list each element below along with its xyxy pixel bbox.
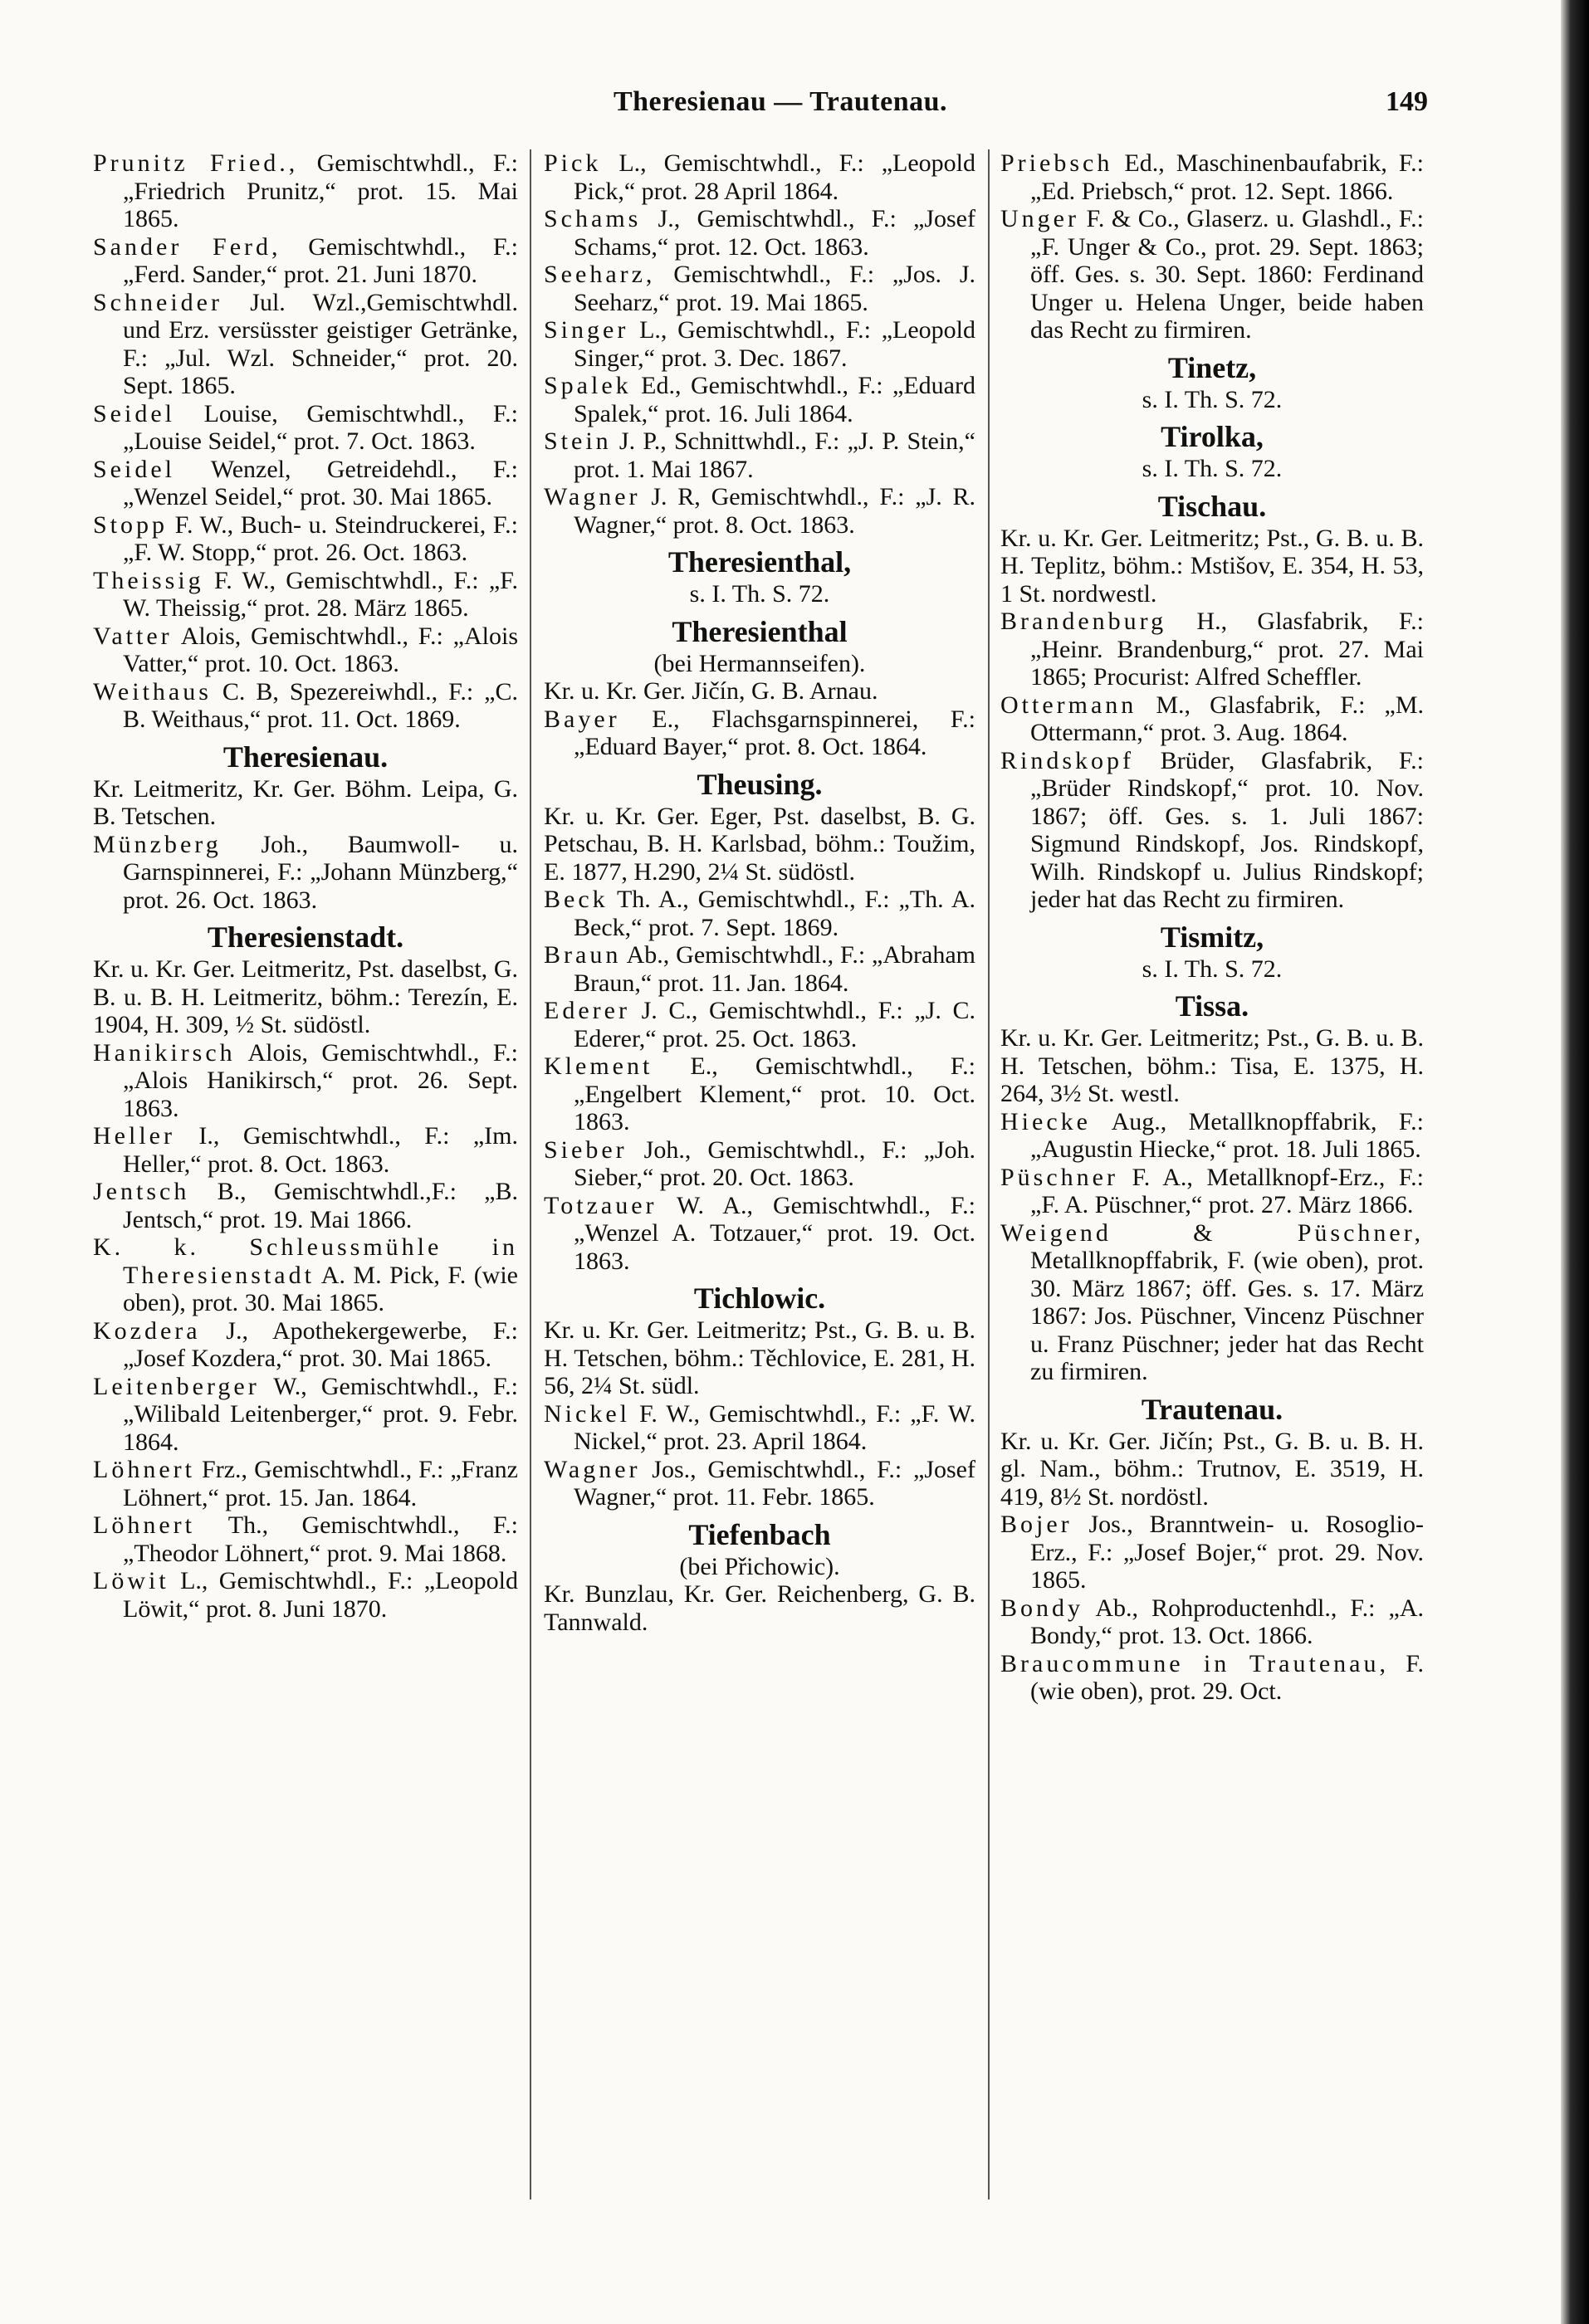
entry-name: Klement xyxy=(544,1052,653,1080)
entry-text: J. R, Gemischtwhdl., F.: „J. R. Wagner,“ prot. 8. Oct. 1863. xyxy=(574,483,975,539)
entry-text: Th., Gemischtwhdl., F.: „Theodor Löhnert,“ prot. 9. Mai 1868. xyxy=(123,1511,518,1567)
header-title: Theresienau — Trautenau. xyxy=(613,86,948,117)
entry-text: I., Gemischtwhdl., F.: „Im. Heller,“ prot. 8. Oct. 1863. xyxy=(123,1122,518,1178)
place-heading: Tischau. xyxy=(1157,489,1267,523)
entry-text: J. C., Gemischtwhdl., F.: „J. C. Ederer,“ prot. 25. Oct. 1863. xyxy=(574,997,975,1052)
entry xyxy=(1000,608,1424,691)
column-2 xyxy=(544,149,975,1636)
place-description: Kr. u. Kr. Ger. Leitmeritz; Pst., G. B. u. B. H. Tetschen, böhm.: Tisa, E. 1375, H. 264, 3½ St. westl. xyxy=(1000,1024,1424,1107)
entry xyxy=(93,456,518,511)
entry xyxy=(93,233,518,289)
entry-name: Wagner xyxy=(544,483,641,510)
entry-name: Pick xyxy=(544,149,602,177)
entry-name: Seeharz, xyxy=(544,261,656,288)
place-heading: Theresienthal xyxy=(672,614,848,648)
entry-text: Jos., Branntwein- u. Rosoglio-Erz., F.: „Josef Bojer,“ prot. 29. Nov. 1865. xyxy=(1030,1511,1424,1594)
entry xyxy=(544,483,975,539)
entry-name: Totzauer xyxy=(544,1191,658,1219)
entry-text: Alois, Gemischtwhdl., F.: „Alois Hanikirsch,“ prot. 26. Sept. 1863. xyxy=(123,1038,518,1122)
entry-text: Frz., Gemischtwhdl., F.: „Franz Löhnert,“ prot. 15. Jan. 1864. xyxy=(123,1456,518,1511)
column-1 xyxy=(93,149,518,1623)
entry-name: Löhnert xyxy=(93,1511,195,1539)
entry-text: F. A., Metallknopf-Erz., F.: „F. A. Püschner,“ prot. 27. März 1866. xyxy=(1030,1163,1424,1218)
place-heading: Tissa. xyxy=(1175,989,1249,1023)
entry-text: B., Gemischtwhdl.,F.: „B. Jentsch,“ prot. 19. Mai 1866. xyxy=(123,1178,518,1233)
entry-text: F. & Co., Glaserz. u. Glashdl., F.: „F. Unger & Co., prot. 29. Sept. 1863; öff. Ges. s. 30. Sept. 1860: Ferdinand Unger u. Helena Unger, beide haben das Recht zu firmiren. xyxy=(1030,205,1424,344)
entry xyxy=(93,400,518,456)
entry xyxy=(544,427,975,483)
entry-text: F. W., Gemischtwhdl., F.: „F. W. Theissig,“ prot. 28. März 1865. xyxy=(123,566,518,622)
entry-name: Nickel xyxy=(544,1399,630,1428)
entry-text: Jos., Gemischtwhdl., F.: „Josef Wagner,“ prot. 11. Febr. 1865. xyxy=(574,1455,975,1511)
entry xyxy=(93,1456,518,1511)
entry-text: Th. A., Gemischtwhdl., F.: „Th. A. Beck,“ prot. 7. Sept. 1869. xyxy=(574,886,975,941)
entry-name: Kozdera xyxy=(93,1316,201,1345)
entry-name: Püschner xyxy=(1000,1163,1118,1191)
entry xyxy=(544,1136,975,1192)
entry xyxy=(1000,1594,1424,1650)
entry-text: C. B, Spezereiwhdl., F.: „C. B. Weithaus,“ prot. 11. Oct. 1869. xyxy=(123,677,518,733)
entry-name: Bayer xyxy=(544,705,620,733)
place-description: Kr. u. Kr. Ger. Jičín; Pst., G. B. u. B. H. gl. Nam., böhm.: Trutnov, E. 3519, H. 419, 8½ St. nordöstl. xyxy=(1000,1427,1424,1511)
entry xyxy=(93,678,518,734)
entry xyxy=(93,1039,518,1123)
entry-text: F. W., Buch- u. Steindruckerei, F.: „F. W. Stopp,“ prot. 26. Oct. 1863. xyxy=(123,510,518,566)
entry xyxy=(544,205,975,261)
entry xyxy=(544,706,975,761)
entry-text: Brüder, Glasfabrik, F.: „Brüder Rindskopf,“ prot. 10. Nov. 1867; öff. Ges. s. 1. Juli 1867: Sigmund Rindskopf, Jos. Rindskopf, Wilh. Rindskopf u. Julius Rindskopf; jeder hat das Recht zu firmiren. xyxy=(1030,746,1424,913)
place-heading: Trautenau. xyxy=(1141,1392,1283,1426)
entry-name: Hanikirsch xyxy=(93,1038,236,1067)
entry-text: F. W., Gemischtwhdl., F.: „F. W. Nickel,“ prot. 23. April 1864. xyxy=(574,1399,975,1455)
entry-name: Priebsch xyxy=(1000,149,1113,177)
entry xyxy=(93,622,518,678)
place-description: s. I. Th. S. 72. xyxy=(1142,954,1283,983)
entry-name: Brandenburg xyxy=(1000,608,1167,635)
entry-name: Braucommune in Trautenau, xyxy=(1000,1649,1389,1677)
entry-name: Hiecke xyxy=(1000,1107,1091,1135)
entry-name: Löwit xyxy=(93,1567,169,1594)
entry xyxy=(544,1052,975,1136)
entry-text: Joh., Gemischtwhdl., F.: „Joh. Sieber,“ prot. 20. Oct. 1863. xyxy=(574,1135,975,1191)
entry-text: L., Gemischtwhdl., F.: „Leopold Singer,“ prot. 3. Dec. 1867. xyxy=(574,316,975,372)
place-heading: Tirolka, xyxy=(1161,420,1264,453)
entry-name: Heller xyxy=(93,1122,175,1150)
entry-text: Metallknopffabrik, F. (wie oben), prot. 30. März 1867; öff. Ges. s. 17. März 1867: Jos. Püschner, Vincenz Püschner u. Franz Püschner; jeder hat das Recht zu firmiren. xyxy=(1030,1247,1424,1385)
entry-text: J., Gemischtwhdl., F.: „Josef Schams,“ prot. 12. Oct. 1863. xyxy=(574,205,975,261)
entry xyxy=(93,1317,518,1373)
entry-name: Theissig xyxy=(93,566,204,594)
entry-text: H., Glasfabrik, F.: „Heinr. Brandenburg,“ prot. 27. Mai 1865; Procurist: Alfred Scheffler. xyxy=(1030,608,1424,691)
entry-name: Prunitz Fried., xyxy=(93,149,299,177)
entry-name: Singer xyxy=(544,316,629,344)
entry-text: E., Flachsgarnspinnerei, F.: „Eduard Bayer,“ prot. 8. Oct. 1864. xyxy=(574,705,975,760)
place-heading: Theusing. xyxy=(697,767,823,801)
entry-text: J., Apothekergewerbe, F.: „Josef Kozdera,“ prot. 30. Mai 1865. xyxy=(123,1316,518,1372)
entry xyxy=(544,261,975,316)
entry-name: Seidel xyxy=(93,399,175,427)
entry-text: Alois, Gemischtwhdl., F.: „Alois Vatter,“ prot. 10. Oct. 1863. xyxy=(123,622,518,677)
place-heading: Tiefenbach xyxy=(688,1517,831,1551)
place-description: Kr. Leitmeritz, Kr. Ger. Böhm. Leipa, G. B. Tetschen. xyxy=(93,774,518,830)
entry-name: Beck xyxy=(544,886,609,913)
entry xyxy=(544,1400,975,1456)
page-number: 149 xyxy=(1386,86,1428,117)
entry xyxy=(93,149,518,233)
place-heading: Tismitz, xyxy=(1160,920,1264,954)
entry xyxy=(544,149,975,205)
entry-text: W., Gemischtwhdl., F.: „Wilibald Leitenberger,“ prot. 9. Febr. 1864. xyxy=(123,1372,518,1456)
entry-name: K. k. Schleussmühle in Theresienstadt xyxy=(93,1233,518,1289)
entry-text: Wenzel, Getreidehdl., F.: „Wenzel Seidel,“ prot. 30. Mai 1865. xyxy=(123,455,518,510)
entry xyxy=(1000,1650,1424,1706)
column-rule xyxy=(530,149,531,2200)
entry-name: Schneider xyxy=(93,288,222,316)
page-edge-shadow xyxy=(1561,0,1589,2324)
column-3 xyxy=(1000,149,1424,1706)
entry-name: Seidel xyxy=(93,455,175,483)
entry-name: Münzberg xyxy=(93,830,222,858)
entry-text: Ed., Gemischtwhdl., F.: „Eduard Spalek,“ prot. 16. Juli 1864. xyxy=(574,372,975,427)
entry xyxy=(544,1192,975,1276)
place-subtitle: (bei Hermannseifen). xyxy=(653,649,866,677)
entry-text: J. P., Schnittwhdl., F.: „J. P. Stein,“ prot. 1. Mai 1867. xyxy=(574,427,975,483)
entry-text: L., Gemischtwhdl., F.: „Leopold Löwit,“ prot. 8. Juni 1870. xyxy=(123,1567,518,1623)
entry xyxy=(1000,747,1424,914)
place-description: s. I. Th. S. 72. xyxy=(1142,455,1283,482)
entry-name: Weigend & Püschner, xyxy=(1000,1218,1424,1247)
entry-name: Bondy xyxy=(1000,1594,1084,1622)
entry-name: Stopp xyxy=(93,510,169,539)
place-description: Kr. u. Kr. Ger. Eger, Pst. daselbst, B. G. Petschau, B. H. Karlsbad, böhm.: Toužim, E. 1877, H.290, 2¼ St. südöstl. xyxy=(544,802,975,886)
entry-name: Wagner xyxy=(544,1455,641,1483)
entry xyxy=(93,1373,518,1457)
place-heading: Theresienstadt. xyxy=(207,920,404,954)
entry-name: Sander Ferd, xyxy=(93,232,281,261)
place-heading: Theresienthal, xyxy=(667,545,852,579)
entry-text: Ab., Rohproductenhdl., F.: „A. Bondy,“ prot. 13. Oct. 1866. xyxy=(1030,1594,1424,1649)
entry-text: W. A., Gemischtwhdl., F.: „Wenzel A. Totzauer,“ prot. 19. Oct. 1863. xyxy=(574,1191,975,1275)
entry xyxy=(1000,205,1424,344)
entry-text: Jul. Wzl.,Gemischtwhdl. und Erz. versüsster geistiger Getränke, F.: „Jul. Wzl. Schneider,“ prot. 20. Sept. 1865. xyxy=(123,288,518,399)
entry-name: Jentsch xyxy=(93,1178,190,1205)
entry-name: Spalek xyxy=(544,372,632,399)
entry xyxy=(93,511,518,567)
entry-text: Gemischtwhdl., F.: „Friedrich Prunitz,“ prot. 15. Mai 1865. xyxy=(123,149,518,232)
entry xyxy=(93,567,518,622)
entry-name: Ederer xyxy=(544,997,630,1024)
entry xyxy=(1000,1511,1424,1594)
entry xyxy=(93,1567,518,1623)
column-rule xyxy=(988,149,990,2200)
place-description: Kr. u. Kr. Ger. Jičín, G. B. Arnau. xyxy=(544,677,878,705)
entry-text: Louise, Gemischtwhdl., F.: „Louise Seidel,“ prot. 7. Oct. 1863. xyxy=(123,399,518,455)
entry xyxy=(1000,149,1424,205)
entry xyxy=(93,1122,518,1178)
entry-name: Stein xyxy=(544,427,612,455)
entry xyxy=(93,1178,518,1233)
entry-text: E., Gemischtwhdl., F.: „Engelbert Klement,“ prot. 10. Oct. 1863. xyxy=(574,1052,975,1135)
entry-text: Gemischtwhdl., F.: „Ferd. Sander,“ prot. 21. Juni 1870. xyxy=(123,232,518,288)
place-description: Kr. u. Kr. Ger. Leitmeritz, Pst. daselbst, G. B. u. B. H. Leitmeritz, böhm.: Terezín, E. 1904, H. 309, ½ St. südöstl. xyxy=(93,955,518,1038)
entry xyxy=(1000,1164,1424,1219)
entry-name: Braun xyxy=(544,941,622,969)
entry-name: Weithaus xyxy=(93,677,212,706)
entry-name: Löhnert xyxy=(93,1456,195,1483)
entry xyxy=(93,1233,518,1317)
running-header xyxy=(0,86,1561,124)
entry-text: L., Gemischtwhdl., F.: „Leopold Pick,“ prot. 28 April 1864. xyxy=(574,149,975,205)
place-description: s. I. Th. S. 72. xyxy=(1142,385,1283,413)
entry-text: A. M. Pick, F. (wie oben), prot. 30. Mai 1865. xyxy=(123,1261,518,1316)
place-description: s. I. Th. S. 72. xyxy=(689,580,830,608)
place-description: Kr. u. Kr. Ger. Leitmeritz; Pst., G. B. u. B. H. Tetschen, böhm.: Těchlovice, E. 281, H. 56, 2¼ St. südl. xyxy=(544,1316,975,1399)
entry-name: Schams xyxy=(544,205,642,232)
entry xyxy=(544,372,975,427)
entry-name: Unger xyxy=(1000,205,1079,232)
entry-name: Leitenberger xyxy=(93,1372,260,1400)
entry-text: M., Glasfabrik, F.: „M. Ottermann,“ prot. 3. Aug. 1864. xyxy=(1030,691,1424,746)
entry-text: Gemischtwhdl., F.: „Jos. J. Seeharz,“ prot. 19. Mai 1865. xyxy=(574,261,975,316)
entry-text: Ed., Maschinenbaufabrik, F.: „Ed. Priebsch,“ prot. 12. Sept. 1866. xyxy=(1030,149,1424,205)
entry-name: Ottermann xyxy=(1000,691,1137,719)
place-heading: Tichlowic. xyxy=(693,1282,826,1315)
entry-name: Rindskopf xyxy=(1000,746,1135,774)
entry xyxy=(544,886,975,941)
place-heading: Theresienau. xyxy=(222,740,389,774)
entry-name: Bojer xyxy=(1000,1511,1073,1538)
entry xyxy=(1000,691,1424,747)
entry xyxy=(544,1456,975,1511)
place-heading: Tinetz, xyxy=(1167,350,1257,384)
entry-text: F.(wie oben), prot. 29. Oct. xyxy=(1030,1649,1424,1705)
entry xyxy=(544,316,975,372)
entry xyxy=(93,831,518,915)
place-description: Kr. Bunzlau, Kr. Ger. Reichenberg, G. B. Tannwald. xyxy=(544,1580,975,1636)
entry xyxy=(1000,1108,1424,1164)
entry-text: Aug., Metallknopffabrik, F.: „Augustin Hiecke,“ prot. 18. Juli 1865. xyxy=(1030,1107,1424,1163)
entry xyxy=(93,1511,518,1567)
entry xyxy=(544,941,975,997)
entry-name: Vatter xyxy=(93,622,173,650)
entry-name: Sieber xyxy=(544,1135,628,1164)
place-description: Kr. u. Kr. Ger. Leitmeritz; Pst., G. B. u. B. H. Teplitz, böhm.: Mstišov, E. 354, H. 53, 1 St. nordwestl. xyxy=(1000,524,1424,608)
entry xyxy=(93,289,518,400)
place-subtitle: (bei Přichowic). xyxy=(679,1552,840,1580)
entry xyxy=(544,997,975,1052)
entry-text: Joh., Baumwoll- u. Garnspinnerei, F.: „Johann Münzberg,“ prot. 26. Oct. 1863. xyxy=(123,830,518,914)
entry-text: Ab., Gemischtwhdl., F.: „Abraham Braun,“ prot. 11. Jan. 1864. xyxy=(574,941,975,997)
entry xyxy=(1000,1219,1424,1386)
